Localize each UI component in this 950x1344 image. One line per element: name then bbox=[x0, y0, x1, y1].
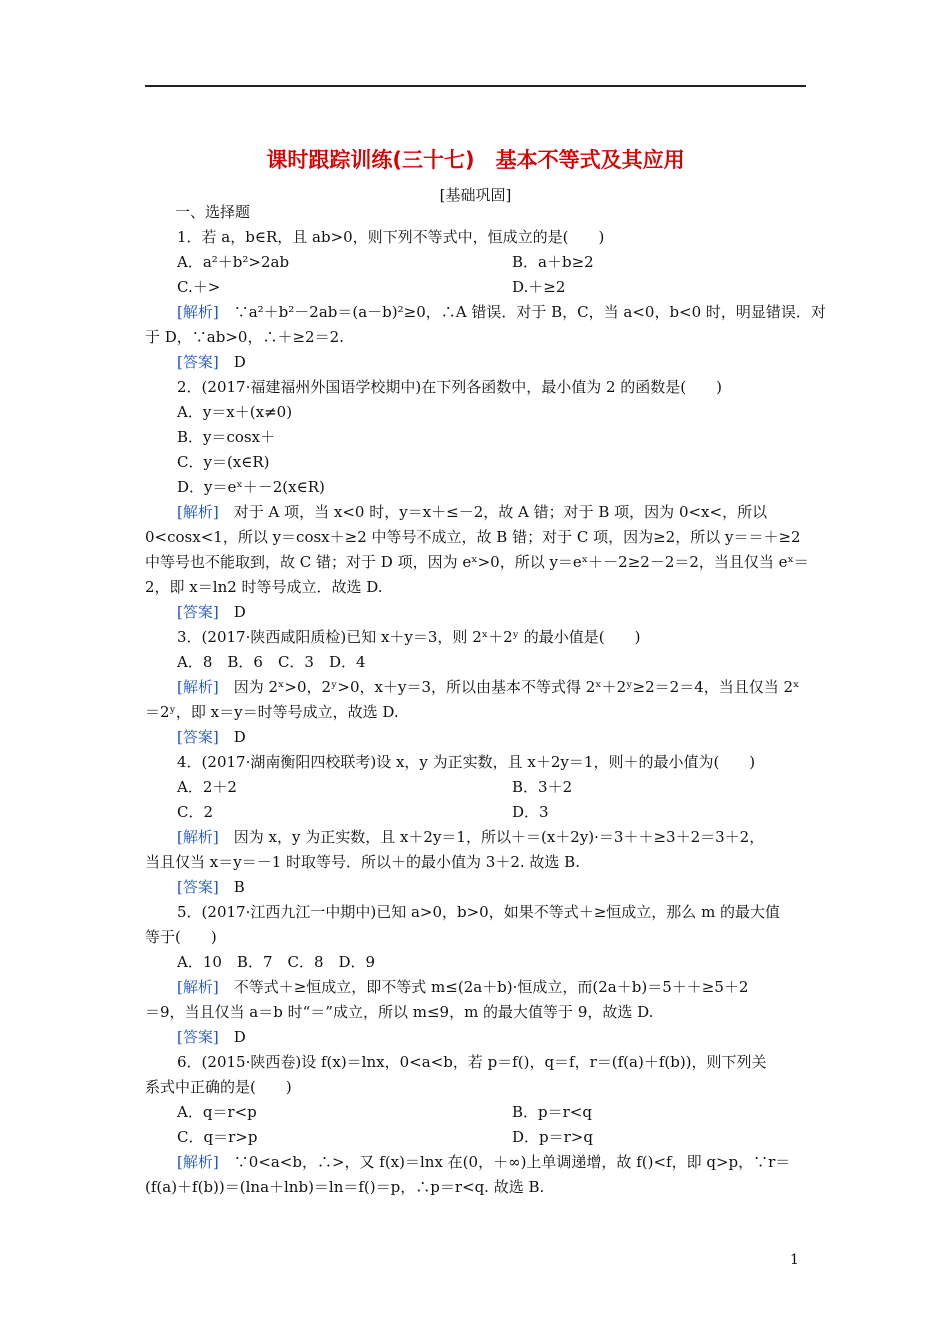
option-right-column: D．3 bbox=[512, 803, 549, 821]
text-line bbox=[145, 727, 806, 747]
line-text: B bbox=[218, 878, 245, 896]
header-rule bbox=[145, 85, 806, 87]
text-line bbox=[145, 927, 806, 947]
text-line bbox=[145, 977, 806, 997]
text-line bbox=[145, 702, 806, 722]
answer-tag: [答案] bbox=[177, 1028, 219, 1046]
text-line bbox=[145, 402, 806, 422]
line-text: 当且仅当 x＝y＝－1 时取等号．所以＋的最小值为 3＋2. 故选 B. bbox=[145, 853, 580, 871]
line-text: A．2＋2 bbox=[177, 778, 237, 796]
line-text: ＝9，当且仅当 a＝b 时“＝”成立，所以 m≤9，m 的最大值等于 9，故选 D. bbox=[145, 1003, 654, 1021]
line-text: A．10 B．7 C．8 D．9 bbox=[177, 953, 376, 971]
text-line bbox=[145, 627, 806, 647]
line-text: D bbox=[218, 603, 246, 621]
line-text: 0<cosx<1，所以 y＝cosx＋≥2 中等号不成立，故 B 错；对于 C 项，因为≥2，所以 y＝＝＋≥2 bbox=[145, 528, 801, 546]
line-text: (f(a)＋f(b))＝(lna＋lnb)＝ln＝f()＝p，∴p＝r<q. 故选 B. bbox=[145, 1178, 545, 1196]
text-line bbox=[145, 452, 806, 472]
line-text: A．8 B．6 C．3 D．4 bbox=[177, 653, 366, 671]
text-line bbox=[145, 527, 806, 547]
line-text: 等于( ) bbox=[145, 928, 217, 946]
answer-tag: [答案] bbox=[177, 878, 219, 896]
line-text: 1．若 a，b∈R，且 ab>0，则下列不等式中，恒成立的是( ) bbox=[177, 228, 605, 246]
text-line bbox=[145, 752, 806, 772]
line-text: 于 D，∵ab>0，∴＋≥2＝2. bbox=[145, 328, 344, 346]
line-text: 3．(2017·陕西咸阳质检)已知 x＋y＝3，则 2ˣ＋2ʸ 的最小值是( ) bbox=[177, 628, 641, 646]
line-text: D bbox=[218, 1028, 246, 1046]
text-line bbox=[145, 577, 806, 597]
line-text: 5．(2017·江西九江一中期中)已知 a>0，b>0，如果不等式＋≥恒成立，那么 m 的最大值 bbox=[177, 903, 781, 921]
page-number: 1 bbox=[790, 1252, 799, 1268]
text-line bbox=[145, 502, 806, 522]
analysis-tag: [解析] bbox=[177, 828, 219, 846]
option-right-column: D.＋≥2 bbox=[512, 278, 566, 296]
line-text: 不等式＋≥恒成立，即不等式 m≤(2a＋b)·恒成立，而(2a＋b)＝5＋＋≥5＋2 bbox=[218, 978, 749, 996]
text-line bbox=[145, 1127, 806, 1147]
text-line bbox=[145, 327, 806, 347]
analysis-tag: [解析] bbox=[177, 303, 219, 321]
option-right-column: B．a＋b≥2 bbox=[512, 253, 594, 271]
line-text: 2，即 x＝ln2 时等号成立．故选 D. bbox=[145, 578, 383, 596]
line-text: 因为 2ˣ>0，2ʸ>0，x＋y＝3，所以由基本不等式得 2ˣ＋2ʸ≥2＝2＝4，当且仅当 2ˣ bbox=[218, 678, 800, 696]
line-text: 2．(2017·福建福州外国语学校期中)在下列各函数中，最小值为 2 的函数是( ) bbox=[177, 378, 722, 396]
text-line bbox=[145, 302, 826, 322]
line-text: D bbox=[218, 353, 246, 371]
line-text: D bbox=[218, 728, 246, 746]
line-text: 6．(2015·陕西卷)设 f(x)＝lnx，0<a<b，若 p＝f()，q＝f，r＝(f(a)＋f(b))，则下列关 bbox=[177, 1053, 767, 1071]
answer-tag: [答案] bbox=[177, 603, 219, 621]
analysis-tag: [解析] bbox=[177, 978, 219, 996]
text-line bbox=[145, 677, 806, 697]
answer-tag: [答案] bbox=[177, 728, 219, 746]
option-right-column: B．p＝r<q bbox=[512, 1103, 592, 1121]
analysis-tag: [解析] bbox=[177, 1153, 219, 1171]
text-line bbox=[145, 802, 806, 822]
text-line bbox=[145, 777, 806, 797]
line-text: A．q＝r<p bbox=[177, 1103, 257, 1121]
text-line bbox=[145, 352, 806, 372]
option-right-column: B．3＋2 bbox=[512, 778, 573, 796]
line-text: B．y＝cosx＋ bbox=[177, 428, 276, 446]
line-text: C．y＝(x∈R) bbox=[177, 453, 270, 471]
line-text: ∵0<a<b，∴>，又 f(x)＝lnx 在(0，＋∞)上单调递增，故 f()<f，即 q>p，∵r＝ bbox=[218, 1153, 791, 1171]
line-text: 系式中正确的是( ) bbox=[145, 1078, 292, 1096]
line-text: 一、选择题 bbox=[175, 203, 251, 221]
text-line bbox=[145, 877, 806, 897]
text-line bbox=[145, 1102, 806, 1122]
answer-tag: [答案] bbox=[177, 353, 219, 371]
text-line bbox=[145, 227, 806, 247]
text-line bbox=[145, 652, 806, 672]
line-text: ＝2ʸ，即 x＝y＝时等号成立，故选 D. bbox=[145, 703, 399, 721]
text-line bbox=[145, 552, 809, 572]
analysis-tag: [解析] bbox=[177, 503, 219, 521]
text-line bbox=[145, 1177, 806, 1197]
line-text: 对于 A 项，当 x<0 时，y＝x＋≤－2，故 A 错；对于 B 项，因为 0<x<，所以 bbox=[218, 503, 768, 521]
text-line bbox=[145, 252, 806, 272]
text-line bbox=[145, 602, 806, 622]
text-line bbox=[145, 852, 806, 872]
document-title: 课时跟踪训练(三十七) 基本不等式及其应用 bbox=[266, 148, 685, 172]
text-line bbox=[145, 277, 806, 297]
line-text: 中等号也不能取到，故 C 错；对于 D 项，因为 eˣ>0，所以 y＝eˣ＋－2≥2－2＝2，当且仅当 eˣ＝ bbox=[145, 553, 809, 571]
line-text: C.＋> bbox=[177, 278, 221, 296]
line-text: 4．(2017·湖南衡阳四校联考)设 x，y 为正实数，且 x＋2y＝1，则＋的最小值为( ) bbox=[177, 753, 756, 771]
text-line bbox=[145, 427, 806, 447]
text-line bbox=[145, 827, 806, 847]
text-line bbox=[145, 902, 806, 922]
text-line bbox=[145, 1052, 806, 1072]
text-line bbox=[145, 202, 806, 222]
text-line bbox=[145, 952, 806, 972]
text-line bbox=[145, 377, 806, 397]
analysis-tag: [解析] bbox=[177, 678, 219, 696]
line-text: C．q＝r>p bbox=[177, 1128, 258, 1146]
text-line bbox=[145, 1027, 806, 1047]
section-subtitle: [基础巩固] bbox=[439, 186, 512, 204]
text-line bbox=[145, 1152, 806, 1172]
line-text: C．2 bbox=[177, 803, 214, 821]
line-text: A．a²＋b²>2ab bbox=[177, 253, 290, 271]
text-line bbox=[145, 1077, 806, 1097]
text-line bbox=[145, 477, 806, 497]
text-line bbox=[145, 1002, 806, 1022]
line-text: ∵a²＋b²－2ab＝(a－b)²≥0，∴A 错误．对于 B，C，当 a<0，b<0 时，明显错误．对 bbox=[218, 303, 826, 321]
line-text: D．y＝eˣ＋－2(x∈R) bbox=[177, 478, 325, 496]
option-right-column: D．p＝r>q bbox=[512, 1128, 593, 1146]
line-text: A．y＝x＋(x≠0) bbox=[177, 403, 293, 421]
line-text: 因为 x，y 为正实数，且 x＋2y＝1，所以＋＝(x＋2y)·＝3＋＋≥3＋2＝3＋2， bbox=[218, 828, 765, 846]
